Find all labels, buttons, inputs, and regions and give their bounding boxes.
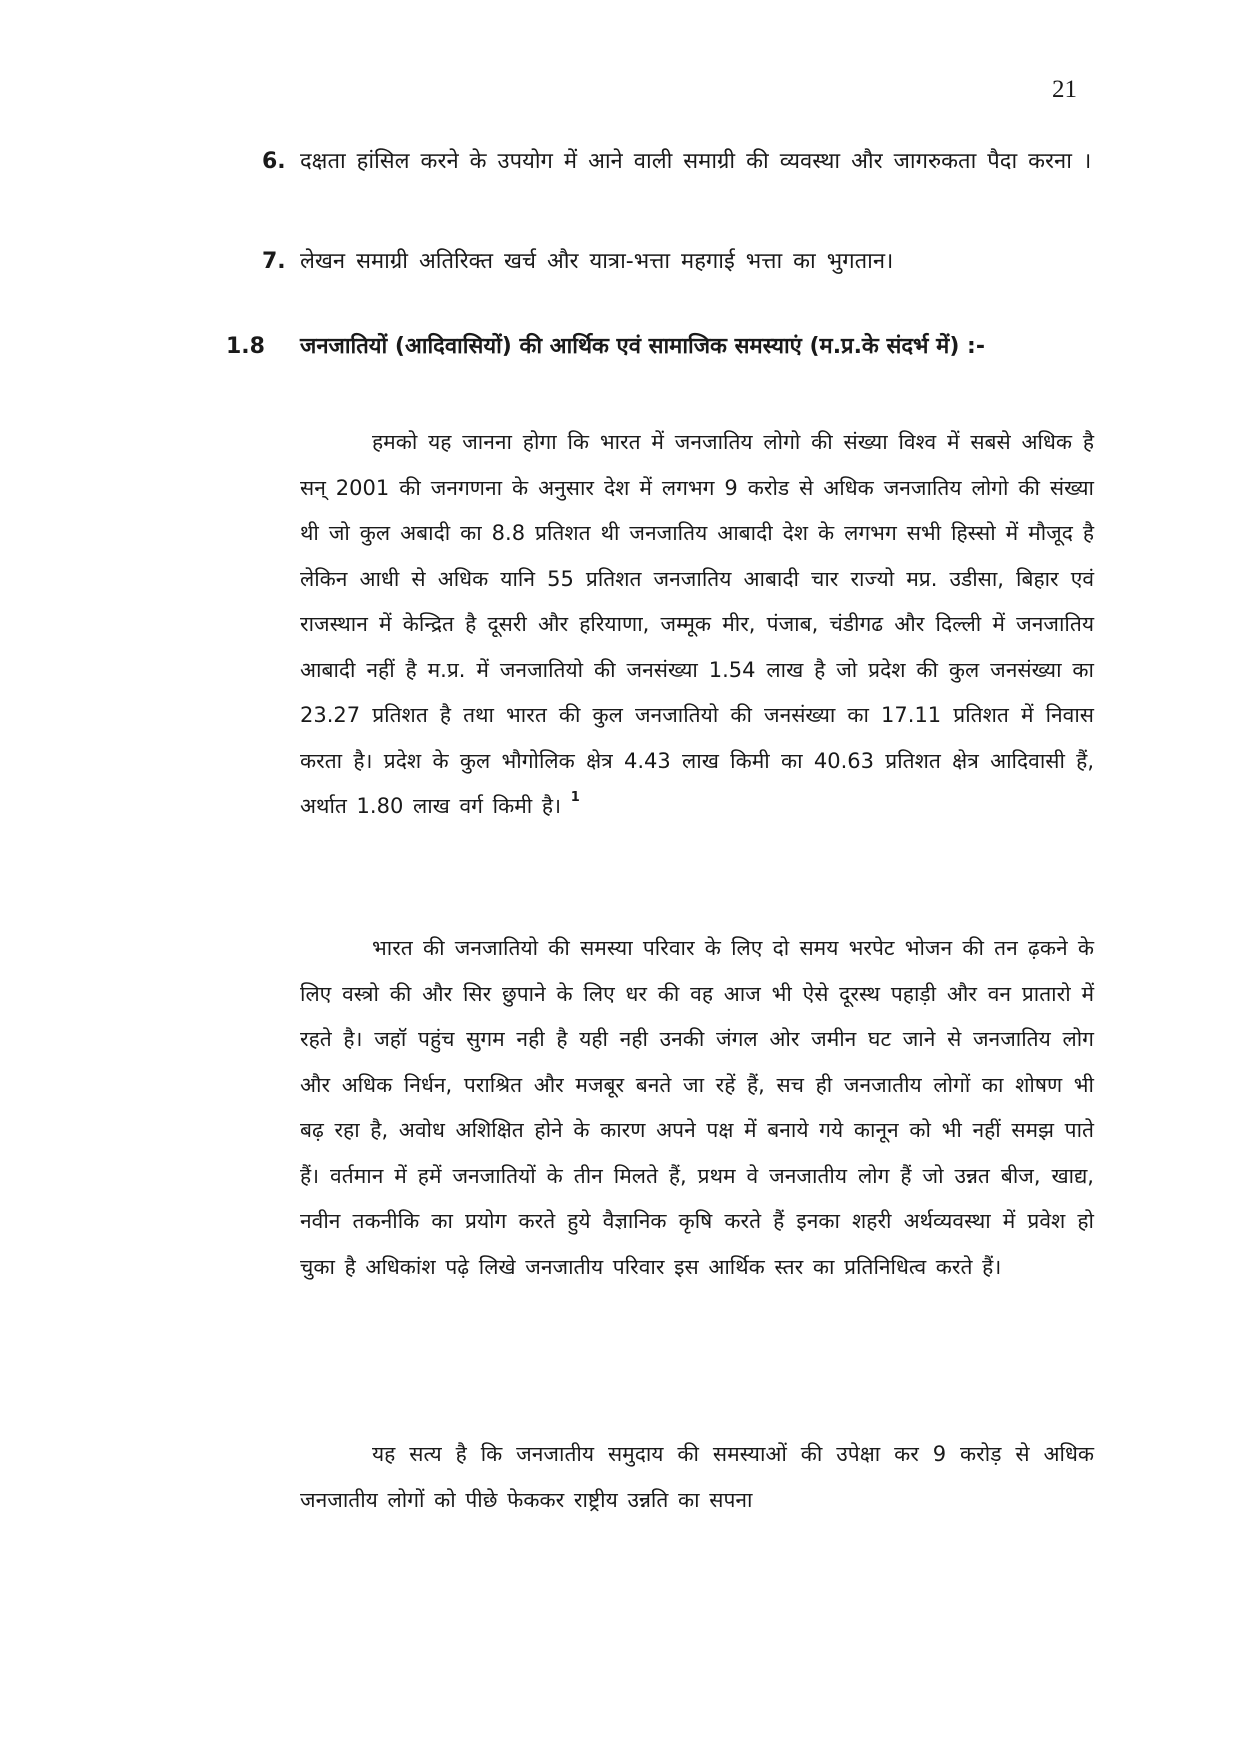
- paragraph-text: यह सत्य है कि जनजातीय समुदाय की समस्याओं की उपेक्षा कर 9 करोड़ से अधिक जनजातीय लोगों को पीछे फेककर राष्ट्रीय उन्नति का सपना: [300, 1442, 1094, 1512]
- list-item-7: [262, 236, 1094, 287]
- footnote-marker: 1: [570, 790, 580, 805]
- page-number: 21: [1052, 76, 1077, 103]
- list-item-6: [262, 136, 1094, 187]
- list-item-text: लेखन समाग्री अतिरिक्त खर्च और यात्रा-भत्ता महगाई भत्ता का भुगतान।: [300, 249, 894, 274]
- paragraph-text: हमको यह जानना होगा कि भारत में जनजातिय लोगो की संख्या विश्व में सबसे अधिक है सन् 2001 की जनगणना के अनुसार देश में लगभग 9 करोड से अधिक जनजातिय लोगो की संख्या थी जो कुल अबादी का 8.8 प्रतिशत थी जनजातिय आबादी देश के लगभग सभी हिस्सो में मौजूद है लेकिन आधी से अधिक यानि 55 प्रतिशत जनजातिय आबादी चार राज्यो मप्र. उडीसा, बिहार एवं राजस्थान में केन्द्रित है दूसरी और हरियाणा, जम्मूक मीर, पंजाब, चंडीगढ और दिल्ली में जनजातिय आबादी नहीं है म.प्र. में जनजातियो की जनसंख्या 1.54 लाख है जो प्रदेश की कुल जनसंख्या का 23.27 प्रतिशत है तथा भारत की कुल जनजातियो की जनसंख्या का 17.11 प्रतिशत में निवास करता है। प्रदेश के कुल भौगोलिक क्षेत्र 4.43 लाख किमी का 40.63 प्रतिशत क्षेत्र आदिवासी हैं, अर्थात 1.80 लाख वर्ग किमी है।: [300, 430, 1094, 818]
- section-title: जनजातियों (आदिवासियों) की आर्थिक एवं सामाजिक समस्याएं (म.प्र.के संदर्भ में) :-: [300, 334, 985, 359]
- section-number: 1.8: [226, 334, 265, 359]
- section-heading: [226, 322, 1094, 372]
- list-item-number: 7.: [262, 249, 286, 274]
- paragraph-text: भारत की जनजातियो की समस्या परिवार के लिए दो समय भरपेट भोजन की तन ढ़कने के लिए वस्त्रो की और सिर छुपाने के लिए धर की वह आज भी ऐसे दूरस्थ पहाड़ी और वन प्रातारो में रहते है। जहॉ पहुंच सुगम नही है यही नही उनकी जंगल ओर जमीन घट जाने से जनजातिय लोग और अधिक निर्धन, पराश्रित और मजबूर बनते जा रहें हैं, सच ही जनजातीय लोगों का शोषण भी बढ़ रहा है, अवोध अशिक्षित होने के कारण अपने पक्ष में बनाये गये कानून को भी नहीं समझ पाते हैं। वर्तमान में हमें जनजातियों के तीन मिलते हैं, प्रथम वे जनजातीय लोग हैं जो उन्नत बीज, खाद्य, नवीन तकनीकि का प्रयोग करते हुये वैज्ञानिक कृषि करते हैं इनका शहरी अर्थव्यवस्था में प्रवेश हो चुका है अधिकांश पढ़े लिखे जनजातीय परिवार इस आर्थिक स्तर का प्रतिनिधित्व करते हैं।: [300, 936, 1094, 1279]
- body-paragraph: [300, 420, 1094, 830]
- body-paragraph: [300, 1432, 1094, 1523]
- list-item-number: 6.: [262, 149, 286, 174]
- body-paragraph: [300, 926, 1094, 1290]
- list-item-text: दक्षता हांसिल करने के उपयोग में आने वाली समाग्री की व्यवस्था और जागरुकता पैदा करना ।: [300, 149, 1092, 174]
